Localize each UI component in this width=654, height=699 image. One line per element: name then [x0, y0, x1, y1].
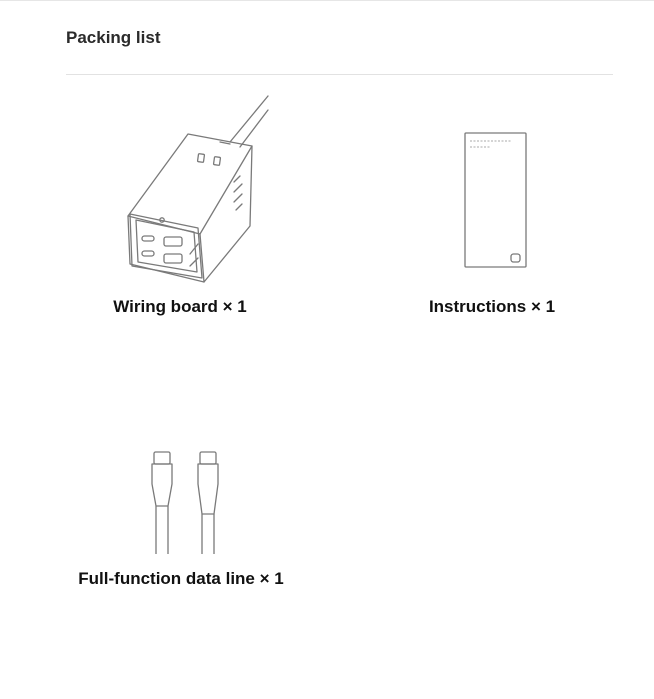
item-label-data-line: Full-function data line × 1	[78, 569, 284, 588]
power-strip-icon	[118, 94, 278, 284]
section-title: Packing list	[66, 28, 161, 47]
top-border	[0, 0, 654, 1]
usb-c-cable-icon	[140, 448, 230, 556]
item-label-wiring-board: Wiring board × 1	[113, 297, 247, 316]
section-divider	[66, 74, 613, 75]
item-label-instructions: Instructions × 1	[428, 297, 556, 316]
manual-booklet-icon	[460, 128, 530, 272]
